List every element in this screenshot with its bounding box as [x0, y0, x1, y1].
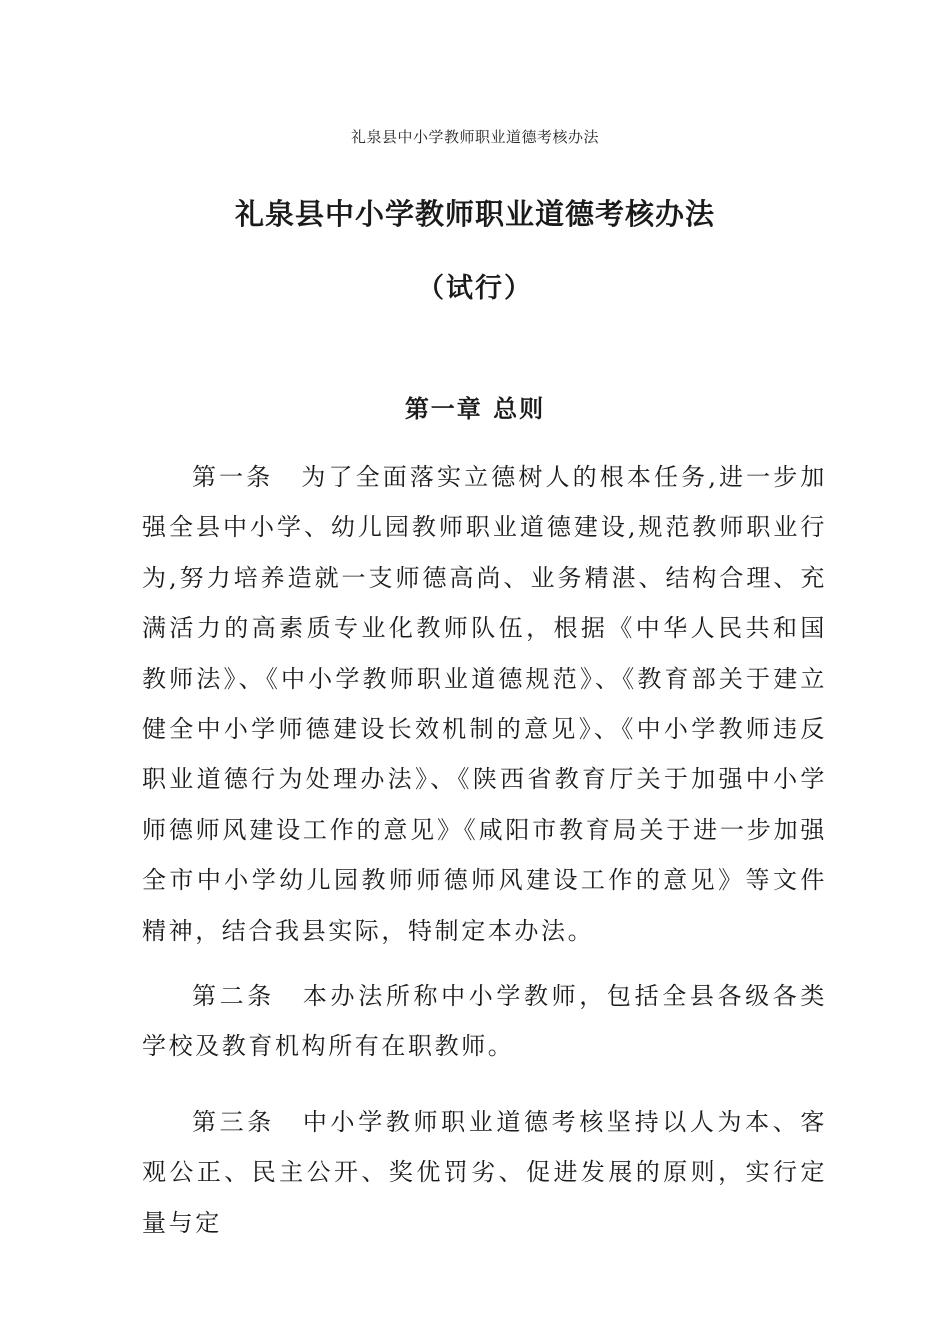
article-text: 本办法所称中小学教师，包括全县各级各类学校及教育机构所有在职教师。: [142, 982, 827, 1061]
chapter-heading: 第一章 总则: [404, 394, 546, 423]
article-number: 第二条: [192, 982, 275, 1010]
article-paragraph: [142, 1097, 827, 1248]
article-text: 为了全面落实立德树人的根本任务,进一步加强全县中小学、幼儿园教师职业道德建设,规范教师职业行为,努力培养造就一支师德高尚、业务精湛、结构合理、充满活力的高素质专业化教师队伍，根据《中华人民共和国教师法》、《中小学教师职业道德规范》、《教育部关于建立健全中小学师德建设长效机制的意见》、《中小学教师违反职业道德行为处理办法》、《陕西省教育厅关于加强中小学师德师风建设工作的意见》《咸阳市教育局关于进一步加强全市中小学幼儿园教师师德师风建设工作的意见》等文件精神，结合我县实际，特制定本办法。: [142, 463, 827, 945]
article-paragraph: [142, 452, 827, 956]
article-paragraph: [142, 971, 827, 1072]
article-number: 第一条: [192, 463, 274, 491]
running-header: 礼泉县中小学教师职业道德考核办法: [350, 128, 599, 146]
document-title: 礼泉县中小学教师职业道德考核办法: [234, 197, 715, 231]
article-number: 第三条: [192, 1108, 275, 1136]
document-subtitle: （试行）: [417, 273, 533, 304]
article-text: 中小学教师职业道德考核坚持以人为本、客观公正、民主公开、奖优罚劣、促进发展的原则，实行定量与定: [142, 1108, 827, 1237]
